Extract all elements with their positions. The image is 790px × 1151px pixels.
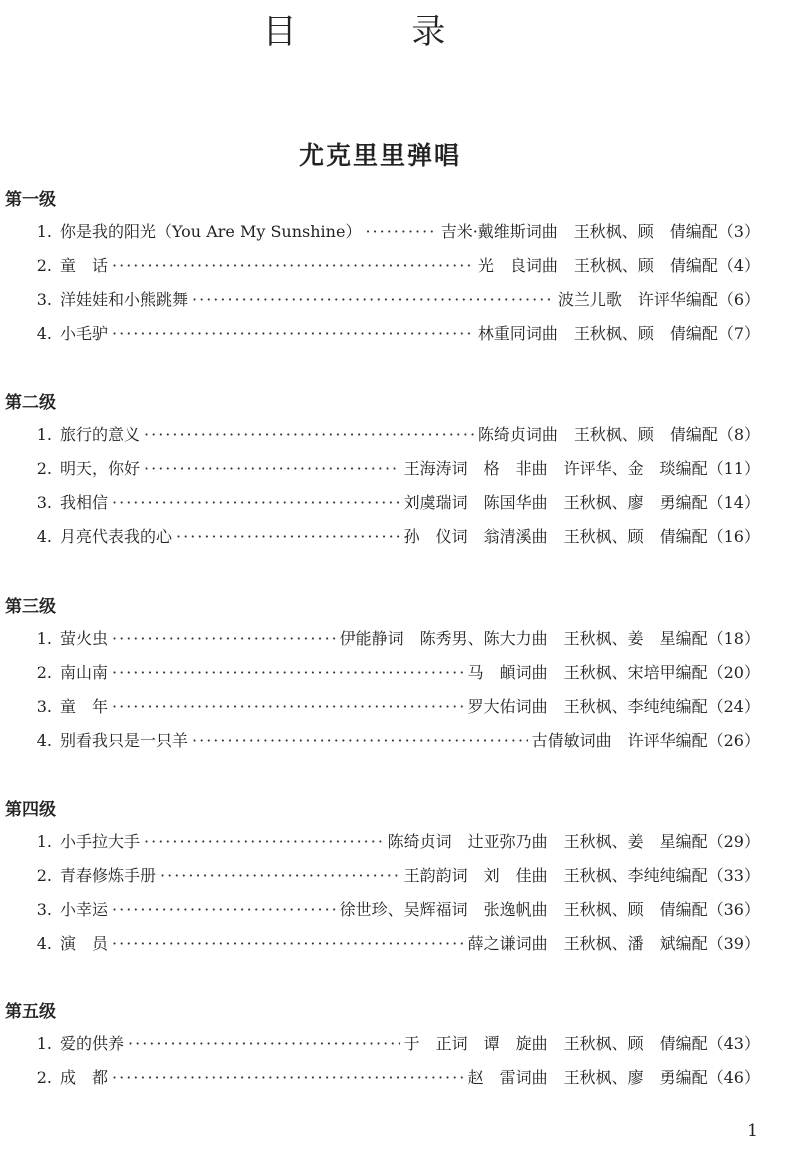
level-heading: 第二级 xyxy=(5,393,56,413)
dot-leader xyxy=(112,656,464,690)
toc-entry[interactable] xyxy=(0,317,760,351)
entry-credit: 古倩敏词曲 许评华编配（26） xyxy=(531,731,760,750)
entry-credit: 林重同词曲 王秋枫、顾 倩编配（7） xyxy=(477,324,760,343)
dot-leader xyxy=(112,690,464,724)
dot-leader xyxy=(176,520,400,554)
toc-entry[interactable] xyxy=(0,927,760,961)
entry-number: 3. xyxy=(36,697,52,716)
dot-leader xyxy=(365,215,436,249)
toc-entry[interactable] xyxy=(0,283,760,317)
entry-number: 2. xyxy=(36,866,52,885)
dot-leader xyxy=(112,486,400,520)
entry-number: 2. xyxy=(36,256,52,275)
toc-entry[interactable] xyxy=(0,622,760,656)
entry-number: 1. xyxy=(36,222,52,241)
dot-leader xyxy=(160,859,400,893)
toc-entry[interactable] xyxy=(0,486,760,520)
entry-credit: 吉米·戴维斯词曲 王秋枫、顾 倩编配（3） xyxy=(440,222,760,241)
toc-entry[interactable] xyxy=(0,825,760,859)
dot-leader xyxy=(144,452,400,486)
level-heading: 第一级 xyxy=(5,190,56,210)
entry-title: 成 都 xyxy=(60,1068,109,1087)
dot-leader xyxy=(192,283,554,317)
dot-leader xyxy=(144,418,474,452)
entry-number: 1. xyxy=(36,1034,52,1053)
entry-number: 2. xyxy=(36,1068,52,1087)
entry-title: 小幸运 xyxy=(60,900,109,919)
entry-credit: 刘虞瑞词 陈国华曲 王秋枫、廖 勇编配（14） xyxy=(403,493,760,512)
entry-title: 小毛驴 xyxy=(60,324,109,343)
entry-title: 青春修炼手册 xyxy=(60,866,157,885)
page-number: 1 xyxy=(747,1121,758,1141)
page-title: 目 录 xyxy=(262,12,498,52)
entry-credit: 徐世珍、吴辉福词 张逸帆曲 王秋枫、顾 倩编配（36） xyxy=(339,900,760,919)
toc-entry[interactable] xyxy=(0,859,760,893)
toc-entry[interactable] xyxy=(0,215,760,249)
entry-number: 2. xyxy=(36,663,52,682)
entry-number: 4. xyxy=(36,934,52,953)
entry-credit: 罗大佑词曲 王秋枫、李纯纯编配（24） xyxy=(467,697,760,716)
dot-leader xyxy=(144,825,384,859)
entry-title: 小手拉大手 xyxy=(60,832,141,851)
toc-section xyxy=(0,388,760,554)
entry-title: 演 员 xyxy=(60,934,109,953)
entry-credit: 薛之谦词曲 王秋枫、潘 斌编配（39） xyxy=(467,934,760,953)
entry-credit: 马 頔词曲 王秋枫、宋培甲编配（20） xyxy=(467,663,760,682)
entry-title: 爱的供养 xyxy=(60,1034,125,1053)
level-heading: 第五级 xyxy=(5,1002,56,1022)
entry-number: 2. xyxy=(36,459,52,478)
entry-title: 童 年 xyxy=(60,697,109,716)
toc-entry[interactable] xyxy=(0,1027,760,1061)
entry-credit: 赵 雷词曲 王秋枫、廖 勇编配（46） xyxy=(467,1068,760,1087)
entry-number: 3. xyxy=(36,290,52,309)
entry-title: 你是我的阳光（You Are My Sunshine） xyxy=(60,222,362,241)
entry-number: 1. xyxy=(36,425,52,444)
toc-section xyxy=(0,997,760,1095)
dot-leader xyxy=(112,927,464,961)
entry-credit: 伊能静词 陈秀男、陈大力曲 王秋枫、姜 星编配（18） xyxy=(339,629,760,648)
toc-entry[interactable] xyxy=(0,520,760,554)
dot-leader xyxy=(112,1061,464,1095)
entry-number: 1. xyxy=(36,832,52,851)
entry-credit: 于 正词 谭 旋曲 王秋枫、顾 倩编配（43） xyxy=(403,1034,760,1053)
toc-section xyxy=(0,185,760,351)
dot-leader xyxy=(112,622,336,656)
dot-leader xyxy=(112,317,474,351)
toc-entry[interactable] xyxy=(0,1061,760,1095)
entry-number: 4. xyxy=(36,324,52,343)
entry-credit: 王海涛词 格 非曲 许评华、金 琰编配（11） xyxy=(403,459,760,478)
entry-credit: 陈绮贞词曲 王秋枫、顾 倩编配（8） xyxy=(477,425,760,444)
entry-title: 童 话 xyxy=(60,256,109,275)
entry-number: 4. xyxy=(36,527,52,546)
entry-title: 我相信 xyxy=(60,493,109,512)
entry-credit: 孙 仪词 翁清溪曲 王秋枫、顾 倩编配（16） xyxy=(403,527,760,546)
dot-leader xyxy=(192,724,528,758)
entry-title: 萤火虫 xyxy=(60,629,109,648)
entry-number: 4. xyxy=(36,731,52,750)
dot-leader xyxy=(128,1027,400,1061)
entry-credit: 光 良词曲 王秋枫、顾 倩编配（4） xyxy=(477,256,760,275)
entry-number: 3. xyxy=(36,493,52,512)
toc-entry[interactable] xyxy=(0,690,760,724)
book-title: 尤克里里弹唱 xyxy=(298,141,461,170)
entry-credit: 波兰儿歌 许评华编配（6） xyxy=(557,290,760,309)
toc-entry[interactable] xyxy=(0,656,760,690)
entry-credit: 陈绮贞词 辻亚弥乃曲 王秋枫、姜 星编配（29） xyxy=(387,832,760,851)
entry-credit: 王韵韵词 刘 佳曲 王秋枫、李纯纯编配（33） xyxy=(403,866,760,885)
toc-section xyxy=(0,592,760,758)
level-heading: 第三级 xyxy=(5,597,56,617)
entry-number: 3. xyxy=(36,900,52,919)
level-heading: 第四级 xyxy=(5,800,56,820)
entry-title: 洋娃娃和小熊跳舞 xyxy=(60,290,189,309)
dot-leader xyxy=(112,249,474,283)
toc-entry[interactable] xyxy=(0,724,760,758)
dot-leader xyxy=(112,893,336,927)
entry-title: 别看我只是一只羊 xyxy=(60,731,189,750)
entry-title: 明天，你好 xyxy=(60,459,141,478)
entry-title: 南山南 xyxy=(60,663,109,682)
toc-entry[interactable] xyxy=(0,452,760,486)
toc-entry[interactable] xyxy=(0,418,760,452)
toc-entry[interactable] xyxy=(0,249,760,283)
entry-title: 月亮代表我的心 xyxy=(60,527,173,546)
entry-number: 1. xyxy=(36,629,52,648)
entry-title: 旅行的意义 xyxy=(60,425,141,444)
toc-section xyxy=(0,795,760,961)
toc-entry[interactable] xyxy=(0,893,760,927)
